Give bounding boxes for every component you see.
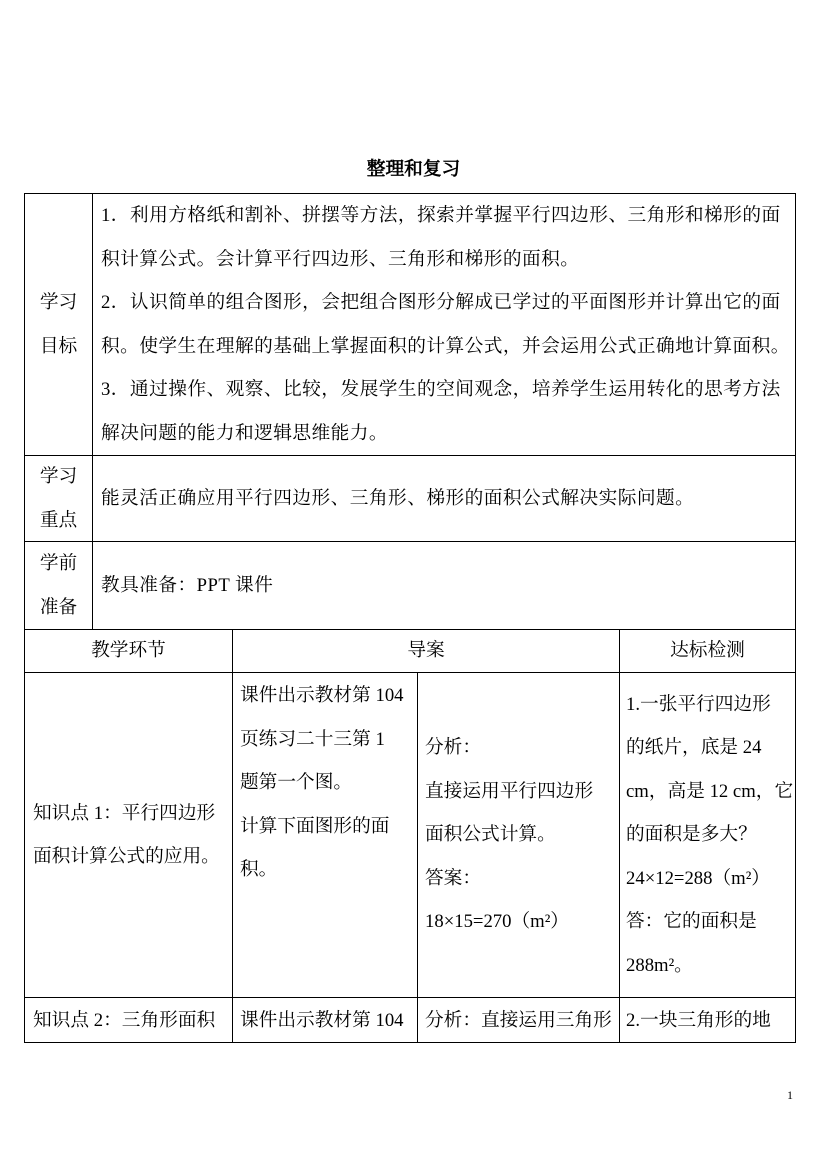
row-label-line: 准备 — [39, 596, 78, 618]
check-cell — [619, 997, 796, 1043]
guide-cell — [232, 997, 418, 1043]
analysis-line: 18×15=270（m²） — [425, 911, 569, 933]
stage-cell — [24, 672, 233, 998]
analysis-line: 分析： — [425, 737, 482, 759]
analysis-line: 答案： — [425, 867, 482, 889]
analysis-cell — [417, 997, 620, 1043]
header-label: 达标检测 — [670, 640, 745, 661]
check-line: 24×12=288（m²） — [626, 867, 770, 889]
row-label-line: 学习 — [39, 466, 78, 487]
objective-line: 积计算公式。会计算平行四边形、三角形和梯形的面积。 — [101, 248, 580, 270]
analysis-line: 面积公式计算。 — [425, 824, 556, 846]
page-number: 1 — [787, 1088, 793, 1102]
preparation-line: 教具准备：PPT 课件 — [101, 574, 274, 596]
check-line: cm，高是 12 cm，它 — [626, 780, 794, 802]
guide-line: 课件出示教材第 104 — [240, 1010, 404, 1031]
guide-line: 页练习二十三第 1 — [240, 728, 385, 750]
objectives-label-cell — [24, 193, 93, 456]
preparation-content-cell — [92, 541, 796, 630]
header-check — [619, 629, 796, 673]
row-label-line: 目标 — [39, 335, 78, 357]
check-cell — [619, 672, 796, 998]
analysis-line: 直接运用平行四边形 — [425, 780, 594, 802]
guide-cell — [232, 672, 418, 998]
key-points-label-cell — [24, 455, 93, 542]
header-guide — [232, 629, 620, 673]
stage-line: 面积计算公式的应用。 — [33, 846, 220, 867]
header-stage — [24, 629, 233, 673]
row-label-line: 重点 — [39, 509, 78, 531]
key-points-content-cell — [92, 455, 796, 542]
stage-cell — [24, 997, 233, 1043]
header-label: 导案 — [407, 640, 445, 661]
objective-line: 3．通过操作、观察、比较，发展学生的空间观念，培养学生运用转化的思考方法 — [101, 379, 781, 400]
guide-line: 题第一个图。 — [240, 772, 353, 793]
check-line: 1.一张平行四边形 — [626, 693, 771, 715]
objective-line: 2．认识简单的组合图形，会把组合图形分解成已学过的平面图形并计算出它的面 — [101, 292, 781, 313]
check-line: 288m²。 — [626, 954, 693, 976]
header-label: 教学环节 — [91, 640, 166, 661]
stage-line: 知识点 2：三角形面积 — [33, 1010, 216, 1031]
objective-line: 解决问题的能力和逻辑思维能力。 — [101, 422, 389, 444]
guide-line: 计算下面图形的面 — [240, 815, 390, 837]
check-line: 2.一块三角形的地 — [626, 1010, 771, 1031]
objective-line: 1．利用方格纸和割补、拼摆等方法，探索并掌握平行四边形、三角形和梯形的面 — [101, 205, 781, 226]
analysis-line: 分析：直接运用三角形 — [425, 1010, 612, 1031]
check-line: 答：它的面积是 — [626, 911, 757, 933]
key-point-line: 能灵活正确应用平行四边形、三角形、梯形的面积公式解决实际问题。 — [101, 487, 695, 509]
objective-line: 积。使学生在理解的基础上掌握面积的计算公式，并会运用公式正确地计算面积。 — [101, 335, 790, 357]
row-label-line: 学前 — [39, 553, 78, 574]
preparation-label-cell — [24, 541, 93, 630]
check-line: 的纸片，底是 24 — [626, 737, 762, 759]
stage-line: 知识点 1：平行四边形 — [33, 802, 216, 824]
analysis-cell — [417, 672, 620, 998]
guide-line: 积。 — [240, 859, 278, 880]
objectives-content-cell — [92, 193, 796, 456]
guide-line: 课件出示教材第 104 — [240, 685, 404, 706]
check-line: 的面积是多大？ — [626, 824, 757, 846]
row-label-line: 学习 — [39, 292, 78, 313]
page-title: 整理和复习 — [366, 159, 461, 180]
